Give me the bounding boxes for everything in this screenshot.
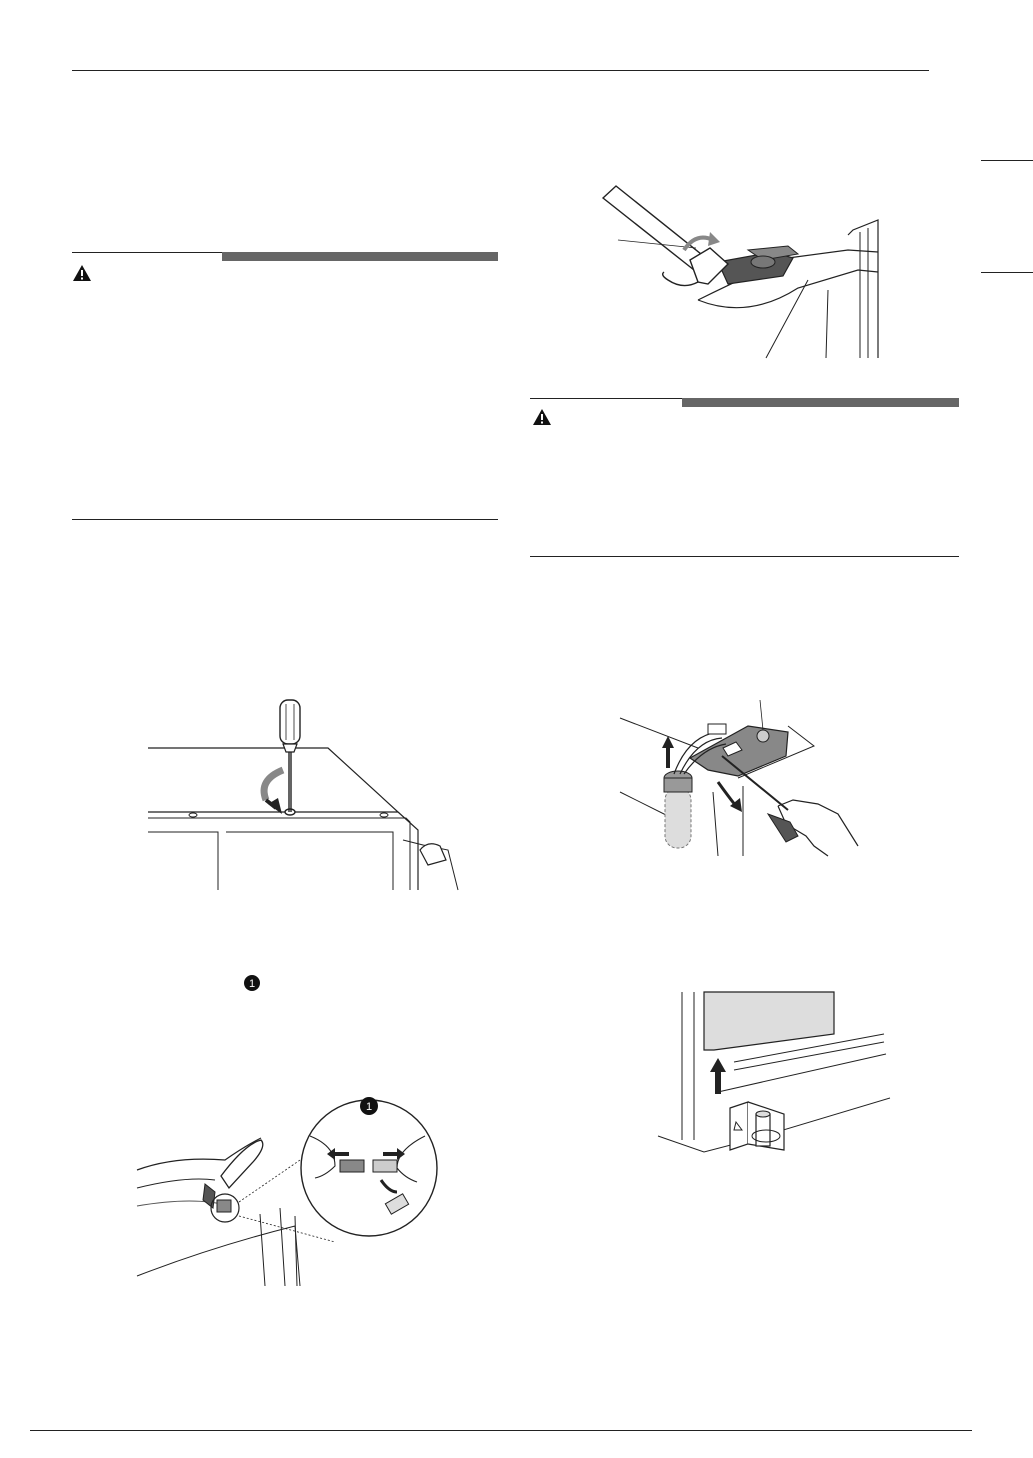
hammer-pry-illustration <box>598 180 888 362</box>
warning-triangle-icon <box>72 264 92 282</box>
section-separator-right <box>530 556 959 557</box>
screwdriver-top-screw-illustration <box>148 700 460 892</box>
warning-rule-right <box>530 398 682 399</box>
header-rule <box>72 70 929 71</box>
wire-connector-disconnect-illustration <box>135 1096 445 1288</box>
warning-rule-left <box>72 252 222 253</box>
section-separator-left <box>72 519 498 520</box>
callout-marker-1 <box>242 973 262 993</box>
warning-bar-left <box>222 252 498 261</box>
warning-triangle-icon <box>532 408 552 426</box>
footer-rule <box>30 1430 972 1431</box>
side-tab-divider-bottom <box>981 272 1033 273</box>
warning-bar-right <box>682 398 959 407</box>
svg-text:1: 1 <box>365 1101 373 1113</box>
side-tab-divider-top <box>981 160 1033 161</box>
lower-hinge-lift-illustration <box>654 990 894 1162</box>
hinge-lift-screwdriver-illustration <box>618 696 866 862</box>
svg-text:1: 1 <box>248 978 256 990</box>
